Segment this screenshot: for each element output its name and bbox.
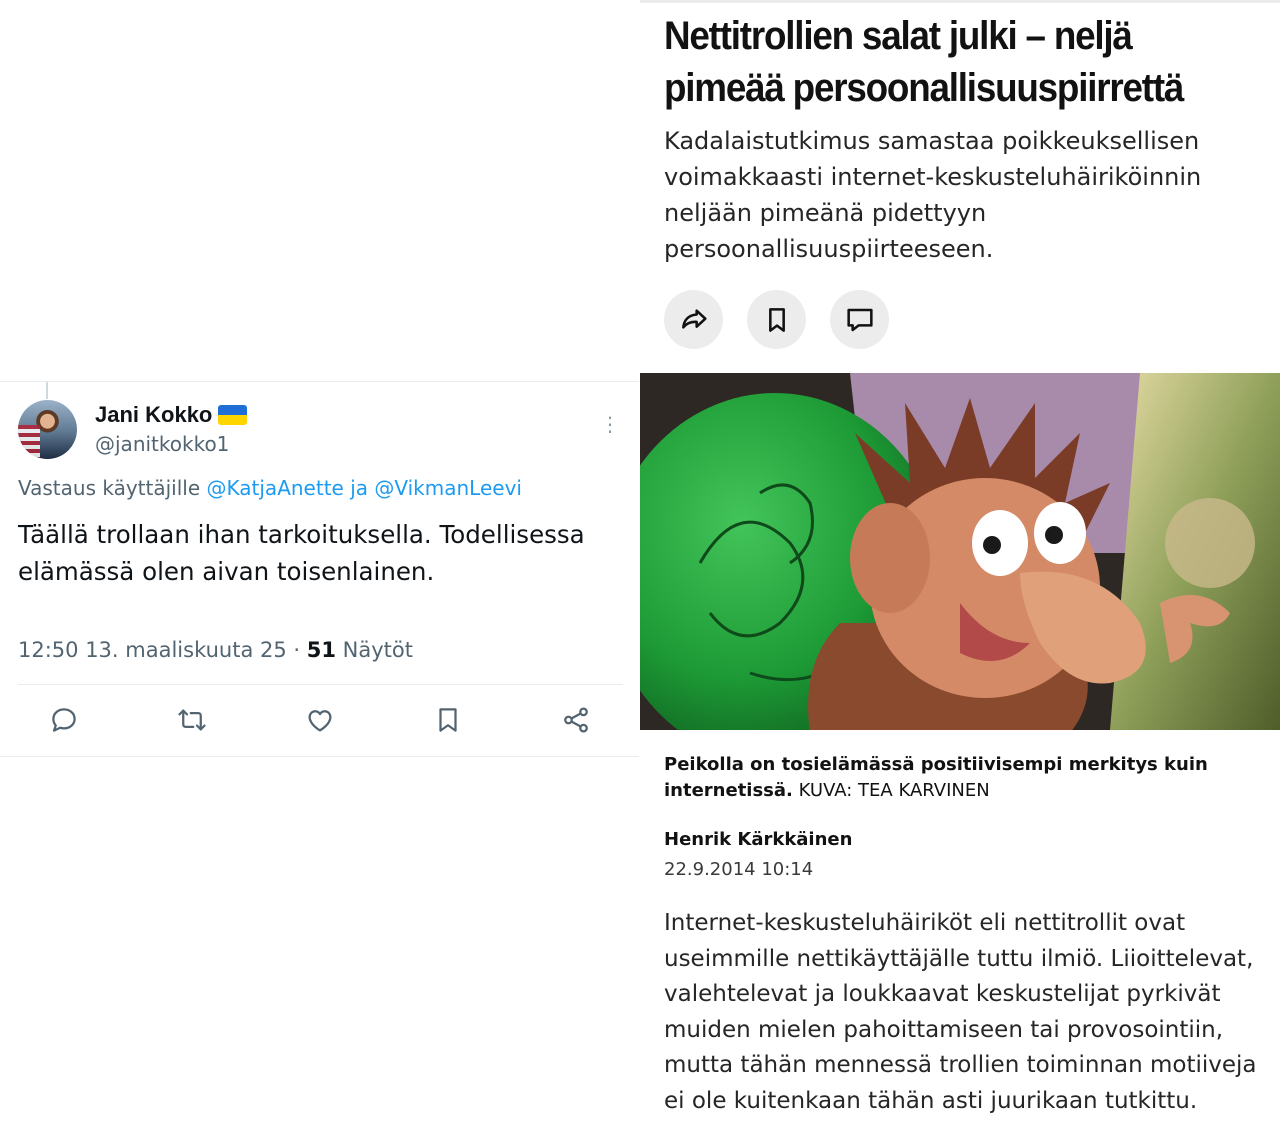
photo-credit: KUVA: TEA KARVINEN [792, 780, 990, 801]
user-handle[interactable]: @janitkokko1 [95, 432, 230, 456]
reply-button[interactable] [44, 700, 84, 740]
comment-icon [844, 304, 876, 336]
more-options-icon[interactable]: ⋮ [600, 412, 620, 436]
divider [18, 684, 623, 685]
tweet-text: Täällä trollaan ihan tarkoituksella. Todellisessa elämässä olen aivan toisenlainen. [18, 520, 585, 586]
article-body: Internet-keskusteluhäiriköt eli nettitrollit ovat useimmille nettikäyttäjälle tuttu ilmiö. Liioittelevat, valehtelevat ja loukkaavat keskustelijat pyrkivät muiden mielen pahoittamiseen tai provosointiin, mutta tähän mennessä trollien toiminnan motiiveja ei ole kuitenkaan tähän asti juurikaan tutkittu. [664, 910, 1257, 1114]
bookmark-icon [433, 705, 463, 735]
article-date: 22.9.2014 10:14 [664, 859, 814, 880]
retweet-icon [177, 705, 207, 735]
bookmark-icon [761, 304, 793, 336]
share-article-button[interactable] [664, 290, 723, 349]
reply-context [18, 476, 522, 500]
news-article [640, 0, 1280, 1135]
article-author[interactable]: Henrik Kärkkäinen [664, 829, 853, 850]
reply-prefix: Vastaus käyttäjille [18, 476, 207, 500]
reply-icon [49, 705, 79, 735]
article-headline: Nettitrollien salat julki – neljä pimeää persoonallisuuspiirrettä [664, 14, 1184, 110]
tweet-author-row[interactable] [95, 402, 247, 428]
mention-link[interactable]: @KatjaAnette [206, 476, 344, 500]
image-caption [664, 752, 1264, 804]
share-button[interactable] [556, 700, 596, 740]
share-icon [561, 705, 591, 735]
reply-joiner: ja [343, 476, 375, 500]
thread-line [46, 382, 48, 399]
divider [640, 0, 1280, 3]
avatar[interactable] [18, 400, 77, 459]
mention-link[interactable]: @VikmanLeevi [374, 476, 522, 500]
tweet-timestamp[interactable]: 12:50 13. maaliskuuta 25 [18, 638, 287, 662]
like-icon [305, 705, 335, 735]
bookmark-button[interactable] [428, 700, 468, 740]
caption-text: Peikolla on tosielämässä positiivisempi merkitys kuin internetissä. [664, 754, 1208, 801]
tweet-card[interactable] [0, 381, 639, 757]
tweet-actions [18, 700, 623, 742]
article-lead: Kadalaistutkimus samastaa poikkeuksellisen voimakkaasti internet-keskusteluhäiriköinnin neljään pimeänä pidettyyn persoonallisuuspiirteeseen. [664, 127, 1202, 263]
retweet-button[interactable] [172, 700, 212, 740]
troll-puppet-photo [640, 373, 1280, 730]
ukraine-flag-icon [218, 405, 247, 425]
save-article-button[interactable] [747, 290, 806, 349]
like-button[interactable] [300, 700, 340, 740]
display-name[interactable]: Jani Kokko [95, 402, 213, 427]
views-count: 51 [306, 638, 336, 662]
views-label: Näytöt [335, 638, 413, 662]
article-image[interactable] [640, 373, 1280, 730]
meta-separator: · [286, 638, 307, 662]
comments-button[interactable] [830, 290, 889, 349]
tweet-meta [18, 638, 413, 662]
share-arrow-icon [678, 304, 710, 336]
